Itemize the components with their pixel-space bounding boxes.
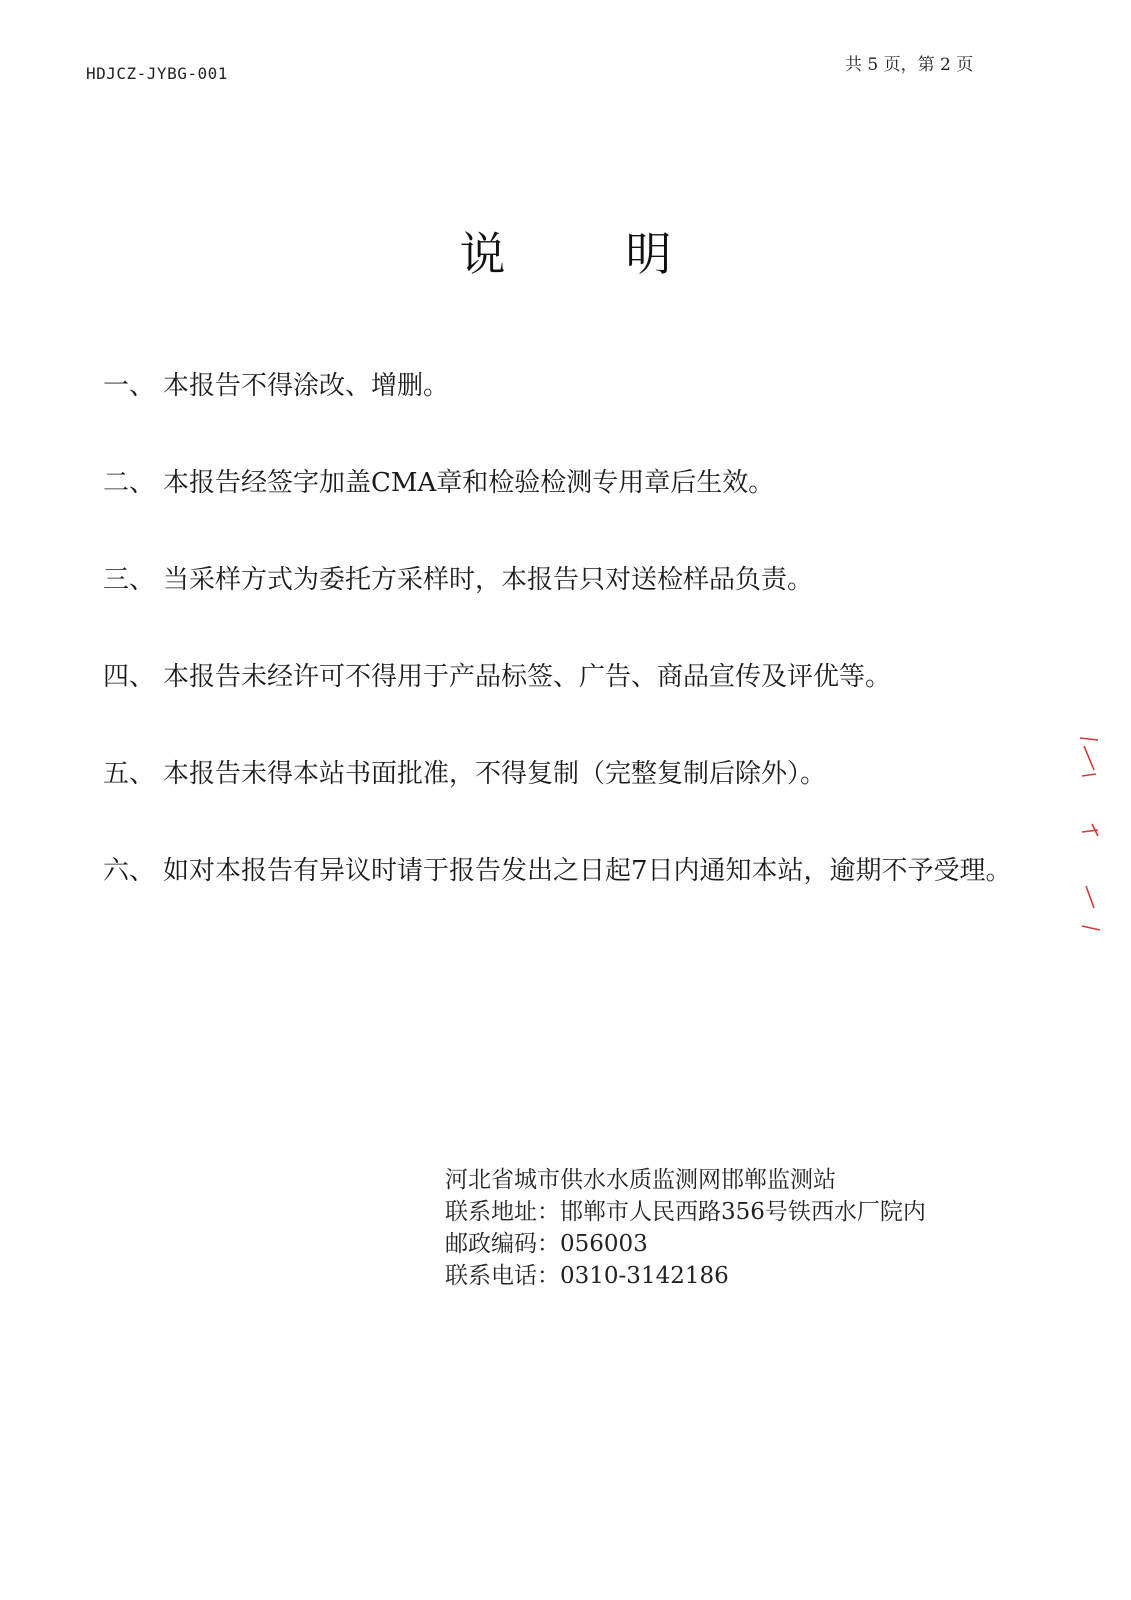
note-item — [103, 366, 1033, 425]
note-item — [103, 463, 1033, 522]
postal-code: 邮政编码：056003 — [445, 1231, 648, 1257]
note-number: 二、 — [103, 468, 156, 498]
page-count: 共 5 页，第 2 页 — [845, 55, 974, 75]
seal-fragment-mark — [1078, 736, 1102, 936]
note-text: 当采样方式为委托方采样时，本报告只对送检样品负责。 — [163, 565, 814, 595]
notes-list — [103, 366, 1033, 948]
note-item — [103, 851, 1033, 910]
note-number: 五、 — [103, 759, 156, 789]
contact-block — [445, 1164, 1045, 1292]
note-text: 本报告未经许可不得用于产品标签、广告、商品宣传及评优等。 — [163, 662, 892, 692]
contact-address: 联系地址：邯郸市人民西路356号铁西水厂院内 — [445, 1199, 926, 1225]
note-number: 六、 — [103, 856, 156, 886]
note-text: 本报告经签字加盖CMA章和检验检测专用章后生效。 — [163, 468, 775, 498]
note-text: 本报告未得本站书面批准，不得复制（完整复制后除外）。 — [163, 759, 827, 789]
note-number: 三、 — [103, 565, 156, 595]
note-item — [103, 754, 1033, 813]
document-code: HDJCZ-JYBG-001 — [86, 64, 228, 83]
organization-name: 河北省城市供水水质监测网邯郸监测站 — [445, 1167, 836, 1193]
page-title: 说明 — [459, 227, 792, 281]
note-text: 本报告不得涂改、增删。 — [163, 371, 450, 401]
note-item — [103, 560, 1033, 619]
note-text: 如对本报告有异议时请于报告发出之日起7日内通知本站，逾期不予受理。 — [163, 856, 1012, 886]
note-item — [103, 657, 1033, 716]
note-number: 四、 — [103, 662, 156, 692]
note-number: 一、 — [103, 371, 156, 401]
contact-phone: 联系电话：0310-3142186 — [445, 1263, 729, 1289]
